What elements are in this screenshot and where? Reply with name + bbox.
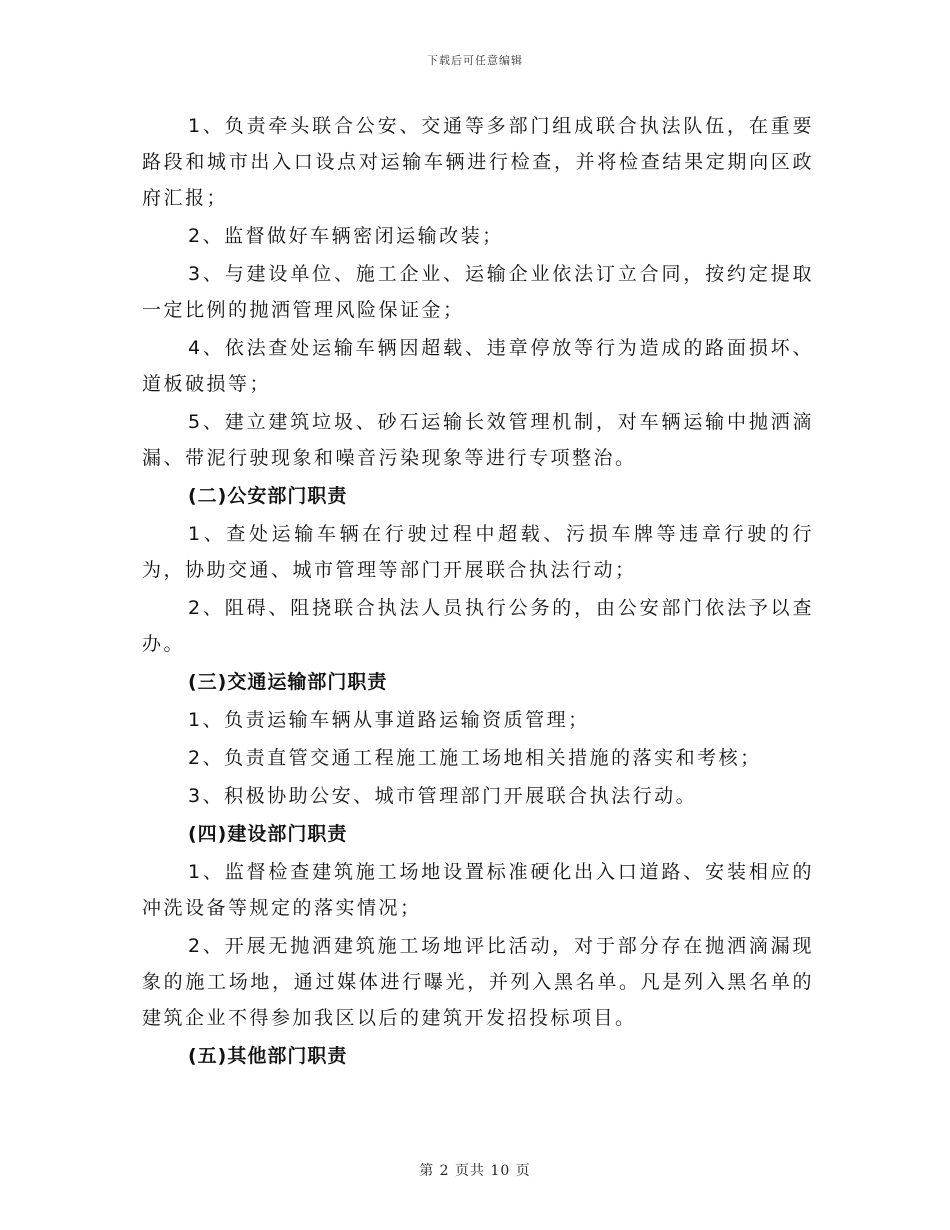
paragraph-item: 2、监督做好车辆密闭运输改装； xyxy=(188,225,504,247)
paragraph-item: 2、阻碍、阻挠联合执法人员执行公务的，由公安部门依法予以查办。 xyxy=(142,597,814,655)
section-heading-transport: (三)交通运输部门职责 xyxy=(188,671,388,693)
section-heading-other: (五)其他部门职责 xyxy=(188,1045,348,1067)
page-footer: 第 2 页共 10 页 xyxy=(419,1163,531,1179)
paragraph-item: 3、积极协助公安、城市管理部门开展联合执法行动。 xyxy=(188,785,698,807)
section-heading-police: (二)公安部门职责 xyxy=(188,485,348,507)
paragraph-item: 4、依法查处运输车辆因超载、违章停放等行为造成的路面损坏、道板破损等； xyxy=(142,337,814,395)
paragraph-item: 2、负责直管交通工程施工施工场地相关措施的落实和考核； xyxy=(188,747,762,769)
paragraph-item: 5、建立建筑垃圾、砂石运输长效管理机制，对车辆运输中抛洒滴漏、带泥行驶现象和噪音污染现象等进行专项整治。 xyxy=(142,411,814,469)
section-heading-construction: (四)建设部门职责 xyxy=(188,823,348,845)
paragraph-item: 1、监督检查建筑施工场地设置标准硬化出入口道路、安装相应的冲洗设备等规定的落实情况； xyxy=(142,861,814,919)
page-header: 下载后可任意编辑 xyxy=(427,54,523,67)
document-body xyxy=(142,108,814,1076)
paragraph-item: 1、负责运输车辆从事道路运输资质管理； xyxy=(188,709,590,731)
paragraph-item: 2、开展无抛洒建筑施工场地评比活动，对于部分存在抛洒滴漏现象的施工场地，通过媒体进行曝光，并列入黑名单。凡是列入黑名单的建筑企业不得参加我区以后的建筑开发招投标项目。 xyxy=(142,935,814,1029)
paragraph-item: 3、与建设单位、施工企业、运输企业依法订立合同，按约定提取一定比例的抛洒管理风险保证金； xyxy=(142,263,814,321)
paragraph-item: 1、负责牵头联合公安、交通等多部门组成联合执法队伍，在重要路段和城市出入口设点对运输车辆进行检查，并将检查结果定期向区政府汇报； xyxy=(142,115,814,209)
paragraph-item: 1、查处运输车辆在行驶过程中超载、污损车牌等违章行驶的行为，协助交通、城市管理等部门开展联合执法行动； xyxy=(142,523,814,581)
